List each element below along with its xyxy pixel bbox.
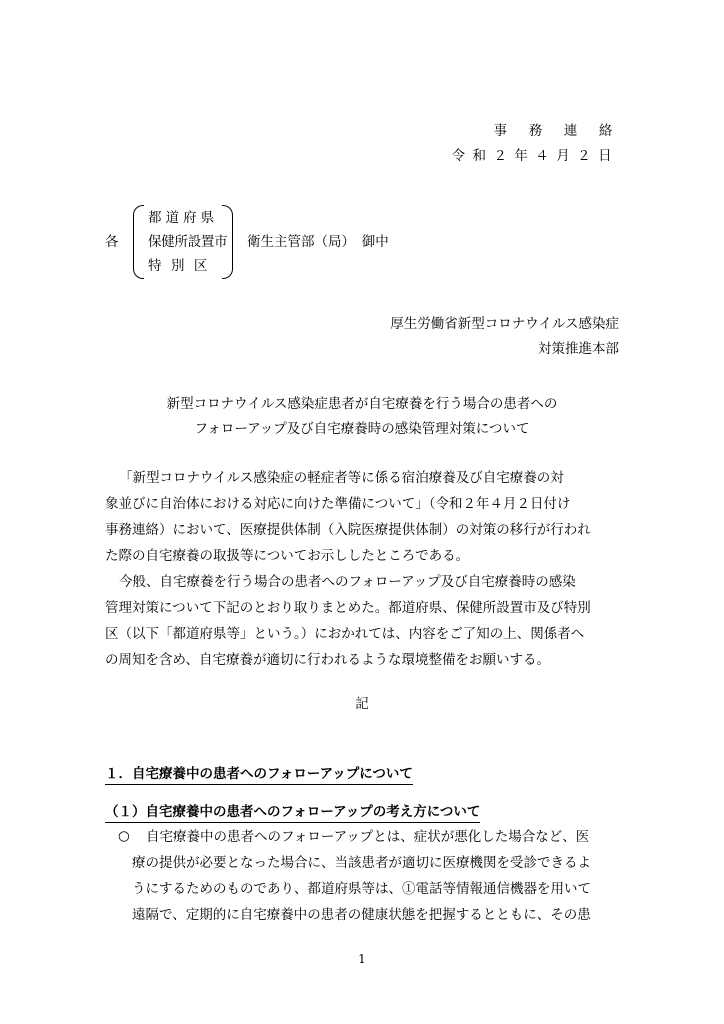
subsection-1-paragraph [132,824,591,928]
sub1-line-3: うにするためのものであり、都道府県等は、①電話等情報通信機器を用いて [132,881,591,897]
addressee-department: 衛生主管部（局） 御中 [247,234,389,250]
intro-p1-line-3: 事務連絡）において、医療提供体制（入院医療提供体制）の対策の移行が行われ [105,522,591,538]
addressee-line-1: 都道府県 [148,210,219,226]
title-line-2: フォローアップ及び自宅療養時の感染管理対策について [194,421,530,437]
intro-p2-line-3: 区（以下「都道府県等」という。）におかれては、内容をご了知の上、関係者へ [105,626,585,642]
intro-paragraph-1 [105,465,591,569]
sender-line-1: 厚生労働省新型コロナウイルス感染症 [390,316,619,332]
ki-marker: 記 [355,696,369,712]
addressee-line-3: 特別区 [148,258,217,274]
intro-p2-line-2: 管理対策について下記のとおり取りまとめた。都道府県、保健所設置市及び特別 [105,600,591,616]
intro-p2-line-4: の周知を含め、自宅療養が適切に行われるような環境整備をお願いする。 [105,652,550,668]
sub1-line-2: 療の提供が必要となった場合に、当該患者が適切に医療機関を受診できるよ [132,855,591,871]
intro-p1-line-4: た際の自宅療養の取扱等についてお示ししたところである。 [105,548,470,564]
intro-p1-line-2: 象並びに自治体における対応に向けた準備について」（令和２年４月２日付け [105,496,571,512]
sender-line-2: 対策推進本部 [538,341,619,357]
section-1-heading: １．自宅療養中の患者へのフォローアップについて [105,762,413,785]
bullet-circle: ○ [118,828,130,844]
page-number: 1 [358,952,366,966]
subsection-1-heading: （１）自宅療養中の患者へのフォローアップの考え方について [105,800,480,823]
title-line-1: 新型コロナウイルス感染症患者が自宅療養を行う場合の患者への [166,396,558,412]
sub1-line-1: 自宅療養中の患者へのフォローアップとは、症状が悪化した場合など、医 [146,829,590,845]
intro-p2-line-1: 今般、自宅療養を行う場合の患者へのフォローアップ及び自宅療養時の感染 [119,574,576,590]
sub1-line-4: 遠隔で、定期的に自宅療養中の患者の健康状態を把握するとともに、その患 [132,907,591,923]
document-date: 令和２年４月２日 [451,148,619,164]
intro-paragraph-2 [105,569,591,673]
addressee-line-2: 保健所設置市 [148,234,228,250]
addressee-prefix: 各 [105,234,119,250]
intro-p1-line-1: 「新型コロナウイルス感染症の軽症者等に係る宿泊療養及び自宅療養の対 [119,470,564,486]
addressee-bracket-left [133,205,144,279]
document-type: 事務連絡 [493,123,634,139]
